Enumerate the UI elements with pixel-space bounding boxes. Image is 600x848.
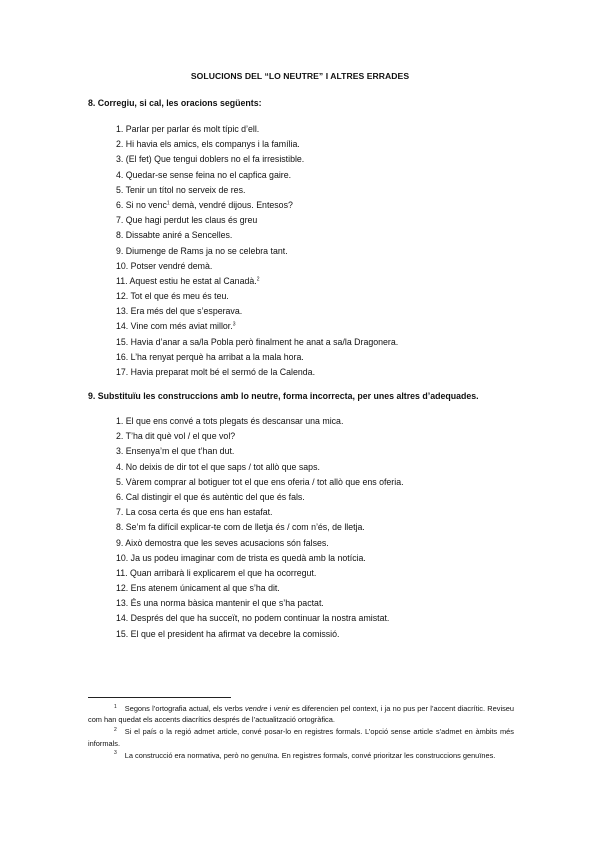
list-item: 1. Parlar per parlar és molt típic d’ell.: [116, 124, 260, 134]
list-item: 2. Hi havia els amics, els companys i la família.: [116, 139, 300, 150]
list-item: 3. Ensenya’m el que t’han dut.: [116, 446, 235, 457]
list-item: [116, 198, 398, 213]
footnote-text: La construcció era normativa, però no genuïna. En registres formals, convé prioritzar les construccions genuïnes.: [124, 750, 496, 760]
list-item: 4. No deixis de dir tot el que saps / tot allò que saps.: [116, 461, 320, 472]
list-item: 12. Ens atenem únicament al que s’ha dit.: [116, 583, 280, 594]
list-item: 6. Cal distingir el que és autèntic del que és fals.: [116, 491, 305, 502]
footnote-3: [88, 750, 514, 761]
footnote-divider: [88, 697, 231, 698]
list-item: 9. Diumenge de Rams ja no se celebra tant.: [116, 245, 288, 256]
list-item: 16. L’ha renyat perquè ha arribat a la mala hora.: [116, 351, 304, 362]
item-text: 14. Vine com més aviat millor.: [116, 321, 233, 332]
list-item: 8. Se’m fa difícil explicar-te com de lletja és / com n’és, de lletja.: [116, 522, 365, 533]
footnote-ref: 1: [166, 200, 170, 207]
footnote-1: [88, 703, 514, 725]
list-item: 2. T’ha dit què vol / el que vol?: [116, 431, 236, 442]
list-item: 5. Vàrem comprar al botiguer tot el que ens oferia / tot allò que ens oferia.: [116, 476, 404, 487]
footnote-number: 3: [114, 750, 117, 757]
footnote-text: Si el país o la regió admet article, convé posar-lo en registres formals. L’opció sense article s’admet en àmbits més informals.: [88, 727, 514, 748]
list-item: 13. Era més del que s’esperava.: [116, 306, 243, 317]
footnote-text: Segons l’ortografia actual, els verbs: [124, 704, 245, 713]
list-item: 13. És una norma bàsica mantenir el que s’ha pactat.: [116, 598, 324, 609]
footnotes: [88, 703, 514, 762]
list-item: [116, 274, 398, 289]
list-item: 9. Això demostra que les seves acusacions són falses.: [116, 537, 329, 548]
list-item: 3. (El fet) Que tengui doblers no el fa irresistible.: [116, 154, 305, 165]
list-item: 10. Potser vendré demà.: [116, 260, 213, 271]
list-item: 4. Quedar-se sense feina no el capfica gaire.: [116, 169, 292, 180]
list-item: 1. El que ens convé a tots plegats és descansar una mica.: [116, 416, 344, 426]
section-8-heading: 8. Corregiu, si cal, les oracions següents:: [88, 98, 262, 108]
list-item: 5. Tenir un títol no serveix de res.: [116, 184, 246, 195]
footnote-2: [88, 726, 514, 748]
footnote-number: 1: [114, 703, 117, 710]
item-text: demà, vendré dijous. Entesos?: [169, 199, 293, 210]
footnote-emphasis: vendre: [244, 704, 268, 713]
list-item: 17. Havia preparat molt bé el sermó de la Calenda.: [116, 367, 316, 377]
list-item: 11. Quan arribarà li explicarem el que ha ocorregut.: [116, 567, 317, 578]
page-title: SOLUCIONS DEL “LO NEUTRE” I ALTRES ERRADES: [190, 71, 410, 81]
list-item: [116, 319, 398, 334]
footnote-ref: 3: [232, 321, 236, 328]
footnote-number: 2: [114, 726, 117, 733]
footnote-text: i: [267, 704, 274, 713]
list-item: 8. Dissabte aniré a Sencelles.: [116, 230, 233, 241]
list-item: 15. Havia d’anar a sa/la Pobla però finalment he anat a sa/la Dragonera.: [116, 336, 399, 347]
item-text: 6. Si no venc: [116, 199, 167, 210]
section-8-list: [116, 122, 398, 380]
footnote-text: es diferencien pel context, i ja no pus per l’accent diacrític. Reviseu com han quedat els accents diacrítics després de l’actualització ortogràfica.: [88, 704, 514, 725]
footnote-ref: 2: [256, 276, 260, 283]
footnote-emphasis: venir: [273, 704, 290, 713]
list-item: 14. Després del que ha succeït, no podem continuar la nostra amistat.: [116, 613, 390, 624]
list-item: 12. Tot el que és meu és teu.: [116, 291, 229, 302]
list-item: 7. La cosa certa és que ens han estafat.: [116, 507, 273, 518]
section-9-list: [116, 414, 404, 642]
list-item: 15. El que el president ha afirmat va decebre la comissió.: [116, 628, 340, 639]
item-text: 11. Aquest estiu he estat al Canadà.: [116, 275, 257, 286]
list-item: 7. Que hagi perdut les claus és greu: [116, 215, 258, 226]
list-item: 10. Ja us podeu imaginar com de trista es quedà amb la notícia.: [116, 552, 366, 563]
section-9-heading: 9. Substituïu les construccions amb lo neutre, forma incorrecta, per unes altres d’adequades.: [88, 391, 479, 401]
